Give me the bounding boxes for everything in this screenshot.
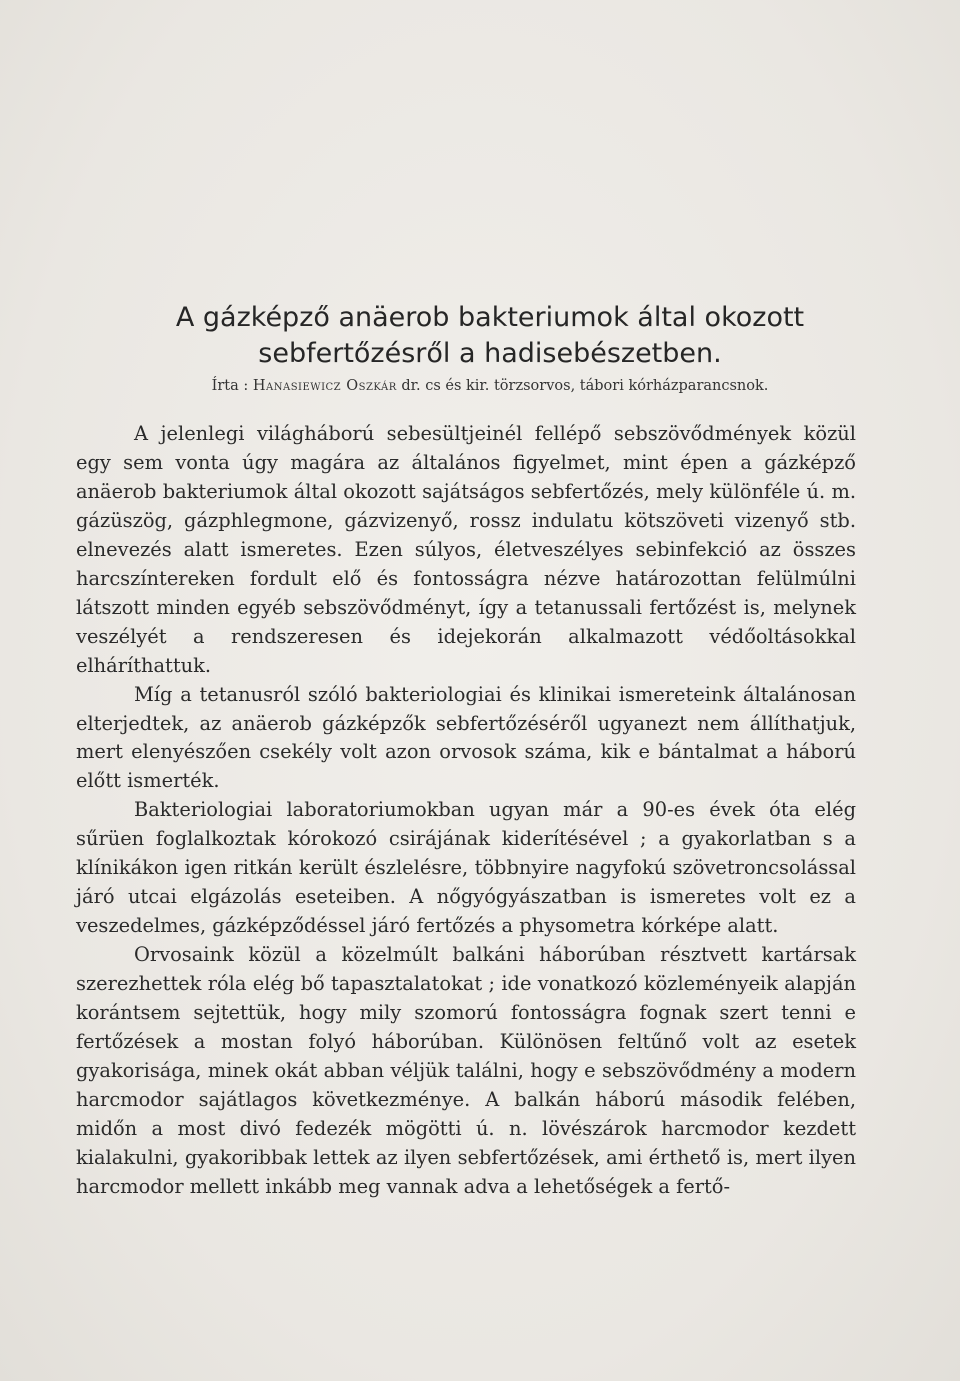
author-name: Hanasiewicz Oszkár [252,378,397,394]
article-title [70,300,910,372]
paragraph-1: A jelenlegi világháború sebesültjeinél fellépő sebszövődmények közül egy sem vonta úgy magára az általános figyelmet, mint épen a gázképző anäerob bakteriumok által okozott sajátságos sebfertőzés, mely különféle ú. m. gázüszög, gázphlegmone, gázvizenyő, rossz indulatu kötszöveti vizenyő stb. elnevezés alatt ismeretes. Ezen súlyos, életveszélyes sebinfekció az összes harcszíntereken fordult elő és fontosságra nézve határozottan felülmúlni látszott minden egyéb sebszövődményt, így a tetanussali fertőzést is, melynek veszélyét a rendszeresen és idejekorán alkalmazott védőoltásokkal elháríthattuk. [76,422,856,677]
paragraph-2: Míg a tetanusról szóló bakteriologiai és klinikai ismereteink általánosan elterjedtek, az anäerob gázképzők sebfertőzéséről ugyanezt nem állíthatjuk, mert elenyészően csekély volt azon orvosok száma, kik e bántalmat a háború előtt ismerték. [76,682,856,793]
paragraph-3: Bakteriologiai laboratoriumokban ugyan már a 90-es évek óta elég sűrüen foglalkoztak kórokozó csirájának kiderítésével ; a gyakorlatban s a klínikákon igen ritkán került észlelésre, többnyire nagyfokú szövetroncsolással járó utcai elgázolás eseteiben. A nőgyógyászatban is ismeretes volt ez a veszedelmes, gázképződéssel járó fertőzés a physometra kórképe alatt. [76,798,856,938]
title-line-2: sebfertőzésről a hadisebészetben. [258,338,722,369]
author-title: dr. cs és kir. törzsorvos, tábori kórházparancsnok. [401,378,769,394]
byline [70,376,910,396]
title-line-1: A gázképző anäerob bakteriumok által okozott [175,302,805,333]
paragraph-4: Orvosaink közül a közelmúlt balkáni háborúban résztvett kartársak szerezhettek róla elég bő tapasztalatokat ; ide vonatkozó közleményeik alapján korántsem sejtettük, hogy mily szomorú fontosságra fognak szert tenni e fertőzések a mostan folyó háborúban. Különösen feltűnő volt az esetek gyakorisága, minek okát abban véljük találni, hogy e sebszövődmény a modern harcmodor sajátlagos következménye. A balkán háború második felében, midőn a most divó fedezék mögötti ú. n. lövészárok harcmodor kezdett kialakulni, gyakoribbak lettek az ilyen sebfertőzések, ami érthető is, mert ilyen harcmodor mellett inkább meg vannak adva a lehetőségek a fertő- [76,943,856,1198]
byline-prefix: Írta : [211,378,249,394]
article-header [70,300,910,396]
article-body [76,420,856,1202]
